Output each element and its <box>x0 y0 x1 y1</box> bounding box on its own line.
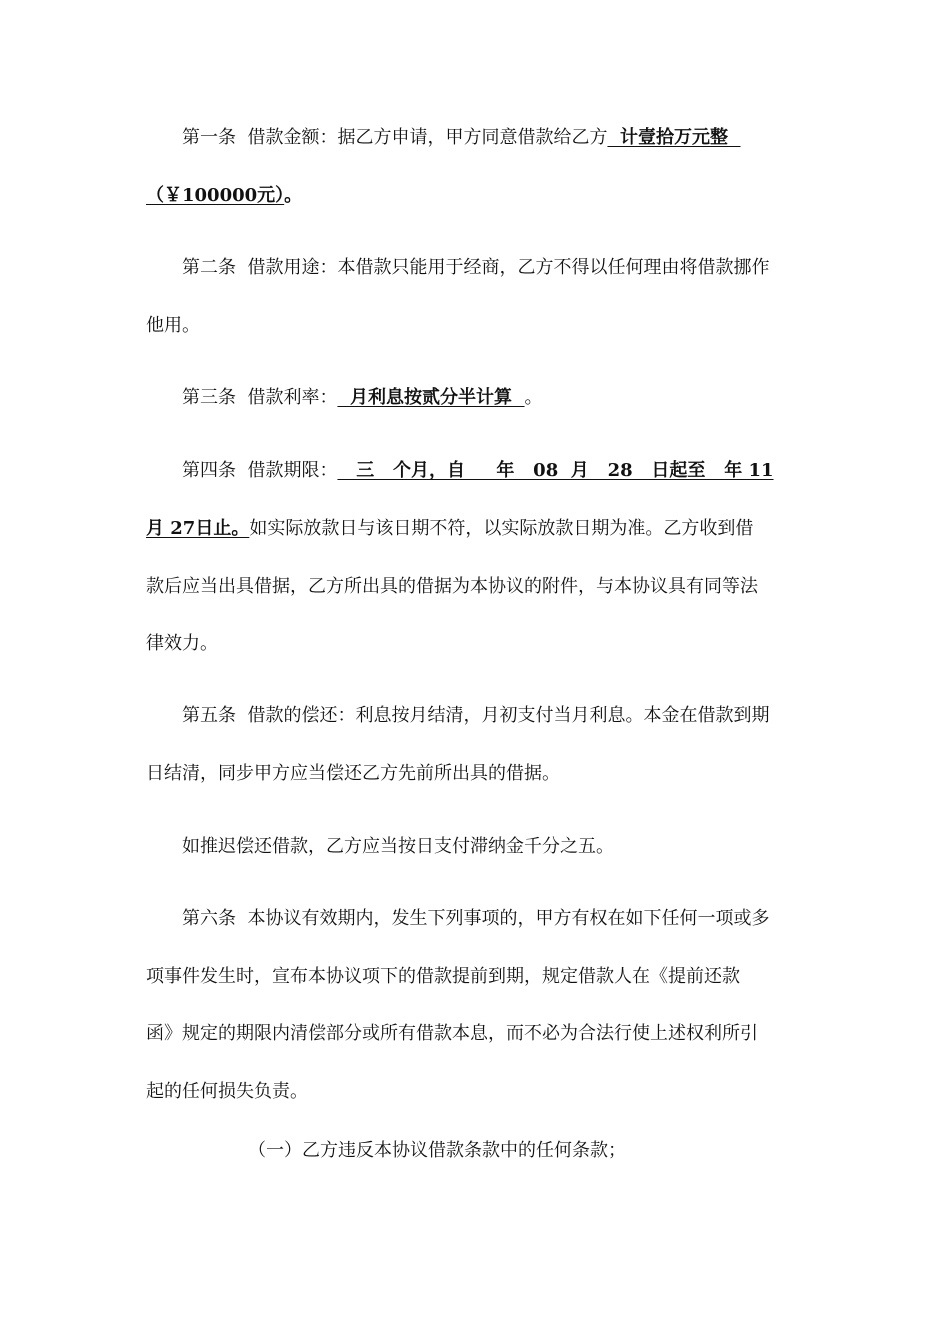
clause4-line2 <box>146 517 753 541</box>
loan-amount-figure: （￥100000元） <box>146 185 285 206</box>
clause4-line1 <box>182 459 774 483</box>
clause1-line2 <box>146 184 302 208</box>
loan-term-end: 月 27日止。 <box>146 518 250 539</box>
loan-term: 三 个月，自 年 08 月 28 日起至 年 11 <box>337 460 774 481</box>
interest-rate: 月利息按贰分半计算 <box>337 387 525 408</box>
clause4-text: 第四条 借款期限： <box>182 460 338 481</box>
clause3-text: 第三条 借款利率： <box>182 387 338 408</box>
clause3-end: 。 <box>524 387 543 408</box>
clause1-end: 。 <box>284 185 303 206</box>
clause2-line1: 第二条 借款用途：本借款只能用于经商，乙方不得以任何理由将借款挪作 <box>182 257 770 278</box>
clause6-line1: 第六条 本协议有效期内，发生下列事项的，甲方有权在如下任何一项或多 <box>182 908 770 929</box>
clause4-line4: 律效力。 <box>146 633 218 654</box>
clause5-line2: 日结清，同步甲方应当偿还乙方先前所出具的借据。 <box>146 763 560 784</box>
clause1-line1 <box>182 126 741 150</box>
clause6-line4: 起的任何损失负责。 <box>146 1081 308 1102</box>
late-payment-clause: 如推迟偿还借款，乙方应当按日支付滞纳金千分之五。 <box>182 836 614 857</box>
clause2-line2: 他用。 <box>146 315 200 336</box>
clause6-line2: 项事件发生时，宣布本协议项下的借款提前到期，规定借款人在《提前还款 <box>146 966 740 987</box>
clause3-line <box>182 386 543 410</box>
clause6-line3: 函》规定的期限内清偿部分或所有借款本息，而不必为合法行使上述权利所引 <box>146 1023 758 1044</box>
clause4-line3: 款后应当出具借据，乙方所出具的借据为本协议的附件，与本协议具有同等法 <box>146 576 758 597</box>
loan-amount-words: 计壹拾万元整 <box>607 127 741 148</box>
clause5-line1: 第五条 借款的偿还：利息按月结清，月初支付当月利息。本金在借款到期 <box>182 705 770 726</box>
clause6-item1: （一）乙方违反本协议借款条款中的任何条款； <box>248 1140 626 1161</box>
clause1-text: 第一条 借款金额：据乙方申请，甲方同意借款给乙方 <box>182 127 608 148</box>
clause4-line2-text: 如实际放款日与该日期不符，以实际放款日期为准。乙方收到借 <box>249 518 754 539</box>
